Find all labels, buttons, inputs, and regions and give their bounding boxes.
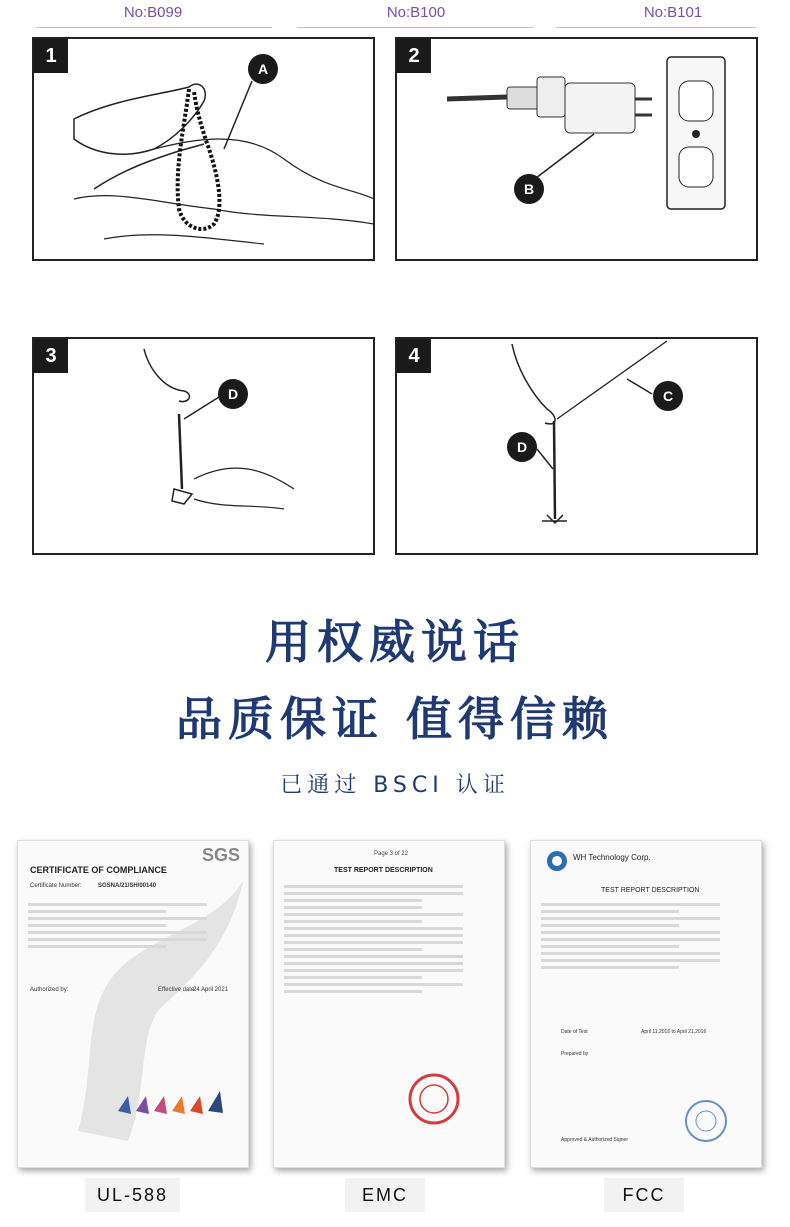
step-number: 3 xyxy=(34,339,68,373)
callout-a xyxy=(34,39,375,261)
callout-d xyxy=(397,339,758,555)
badge-emc: EMC xyxy=(345,1178,425,1212)
model-label-b100: No:B100 xyxy=(386,4,446,21)
red-stamp-icon xyxy=(404,1069,464,1129)
badge-ul588: UL-588 xyxy=(85,1178,180,1212)
svg-text:D: D xyxy=(516,439,528,455)
cert-brand: SGS xyxy=(201,845,240,865)
certificate-emc xyxy=(273,840,505,1168)
step-number: 1 xyxy=(34,39,68,73)
cert-number-value: SGSNA/21/SH/00140 xyxy=(98,883,157,889)
svg-text:B: B xyxy=(523,181,535,197)
certificate-ul588 xyxy=(17,840,249,1168)
cert-date-value: April 11,2016 to April 21,2016 xyxy=(641,1029,707,1035)
blue-seal-icon xyxy=(681,1096,731,1146)
cert-date-label: Date of Test xyxy=(561,1029,588,1035)
step-number: 4 xyxy=(397,339,431,373)
cert-number-label: Certificate Number: xyxy=(30,883,82,889)
certificate-fcc xyxy=(530,840,762,1168)
cert-title: TEST REPORT DESCRIPTION xyxy=(334,867,433,874)
model-divider xyxy=(36,27,272,28)
cert-brand: WH Technology Corp. xyxy=(573,853,651,862)
cert-body-lines xyxy=(274,881,504,997)
callout-b xyxy=(397,39,758,261)
step-number: 2 xyxy=(397,39,431,73)
cert-body-lines xyxy=(531,899,761,973)
step-4-panel xyxy=(395,337,758,555)
svg-text:A: A xyxy=(257,61,269,77)
cert-prepared-label: Prepared by xyxy=(561,1051,589,1057)
callout-d xyxy=(34,339,375,555)
svg-text:C: C xyxy=(662,388,674,404)
wh-logo-icon xyxy=(545,849,569,873)
headline-line-1: 用权威说话 xyxy=(265,615,525,669)
cert-title: CERTIFICATE OF COMPLIANCE xyxy=(30,865,167,875)
cert-title: TEST REPORT DESCRIPTION xyxy=(601,887,700,894)
step-2-panel xyxy=(395,37,758,261)
model-divider xyxy=(297,27,533,28)
badge-fcc: FCC xyxy=(604,1178,684,1212)
headline-subtitle: 已通过 BSCI 认证 xyxy=(280,773,510,798)
cert-page: Page 3 of 22 xyxy=(374,851,409,857)
headline-line-2: 品质保证 值得信赖 xyxy=(175,692,614,746)
eagle-watermark xyxy=(18,841,248,1167)
cert-effective-label: Effective date: xyxy=(158,987,196,993)
cert-approved-label: Approved & Authorized Signer xyxy=(561,1137,628,1143)
model-divider xyxy=(556,27,756,28)
step-3-panel xyxy=(32,337,375,555)
cert-body-lines xyxy=(18,899,248,952)
cert-effective-date: 24 April 2021 xyxy=(193,987,229,993)
step-1-panel xyxy=(32,37,375,261)
model-label-b099: No:B099 xyxy=(123,4,183,21)
cert-authorized-label: Authorized by: xyxy=(30,987,69,993)
svg-text:D: D xyxy=(227,386,239,402)
model-label-b101: No:B101 xyxy=(643,4,703,21)
